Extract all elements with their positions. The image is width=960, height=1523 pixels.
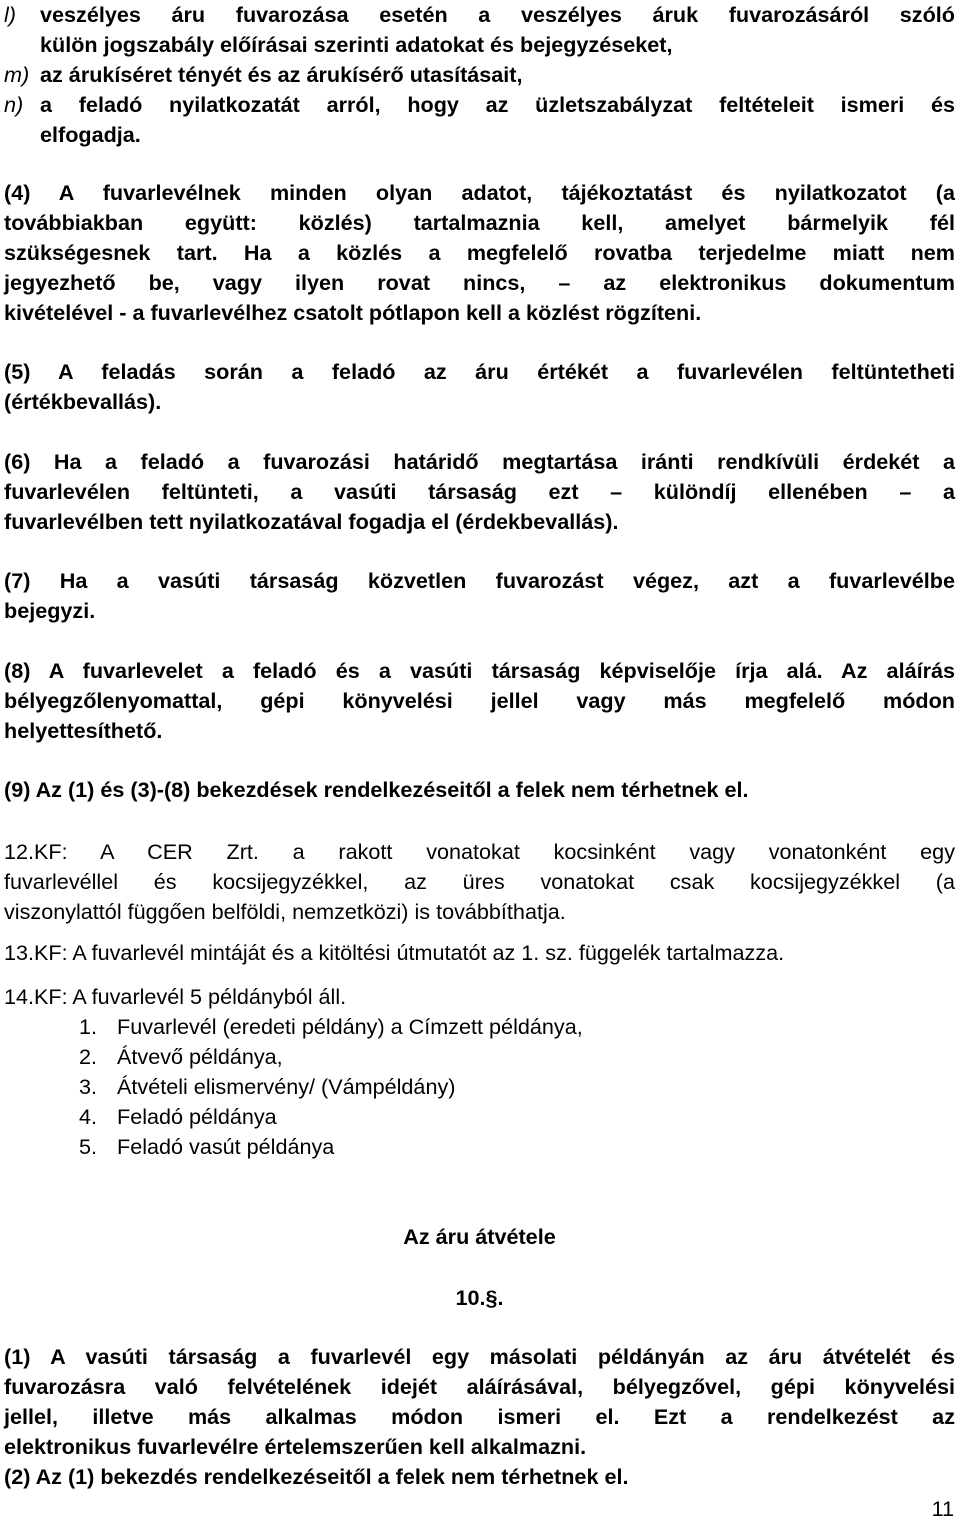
list-label: m) bbox=[4, 62, 30, 87]
list-text: veszélyes áru fuvarozása esetén a veszélyes áruk fuvarozásáról szóló bbox=[40, 2, 955, 27]
item-text: Fuvarlevél (eredeti példány) a Címzett példánya, bbox=[117, 1014, 583, 1039]
paragraph-4-line: (4) A fuvarlevélnek minden olyan adatot, tájékoztatást és nyilatkozatot (a bbox=[4, 180, 955, 205]
list-label: l) bbox=[4, 2, 16, 27]
page-number: 11 bbox=[931, 1496, 954, 1521]
section-10-p1-line: (1) A vasúti társaság a fuvarlevél egy másolati példányán az áru átvételét és bbox=[4, 1344, 955, 1369]
section-number: 10.§. bbox=[455, 1285, 504, 1310]
paragraph-8-line: (8) A fuvarlevelet a feladó és a vasúti társaság képviselője írja alá. Az aláírás bbox=[4, 658, 955, 683]
paragraph-7-line: bejegyzi. bbox=[4, 598, 96, 623]
list-item-l bbox=[4, 0, 955, 30]
paragraph-9-line: (9) Az (1) és (3)-(8) bekezdések rendelkezéseitől a felek nem térhetnek el. bbox=[4, 777, 749, 802]
kf-12-line: 12.KF: A CER Zrt. a rakott vonatokat kocsinként vagy vonatonként egy bbox=[4, 839, 955, 864]
kf-14-item bbox=[79, 1102, 955, 1132]
item-number: 4. bbox=[79, 1104, 98, 1129]
item-text: Átvételi elismervény/ (Vámpéldány) bbox=[117, 1074, 456, 1099]
kf-14-intro: 14.KF: A fuvarlevél 5 példányból áll. bbox=[4, 984, 347, 1009]
section-10-p1-line: fuvarozásra való felvételének idejét aláírásával, bélyegzővel, gépi könyvelési bbox=[4, 1374, 955, 1399]
list-item-l-cont: külön jogszabály előírásai szerinti adatokat és bejegyzéseket, bbox=[40, 32, 673, 57]
paragraph-5-line: (értékbevallás). bbox=[4, 389, 162, 414]
paragraph-4-line: továbbiakban együtt: közlés) tartalmaznia kell, amelyet bármelyik fél bbox=[4, 210, 955, 235]
item-text: Átvevő példánya, bbox=[117, 1044, 283, 1069]
section-10-p1-line: elektronikus fuvarlevélre értelemszerűen kell alkalmazni. bbox=[4, 1434, 587, 1459]
list-item-n-cont: elfogadja. bbox=[40, 122, 141, 147]
paragraph-5-line: (5) A feladás során a feladó az áru értékét a fuvarlevélen feltüntetheti bbox=[4, 359, 955, 384]
list-text: a feladó nyilatkozatát arról, hogy az üzletszabályzat feltételeit ismeri és bbox=[40, 92, 955, 117]
item-number: 3. bbox=[79, 1074, 98, 1099]
kf-14-item bbox=[79, 1012, 955, 1042]
paragraph-4-line: szükségesnek tart. Ha a közlés a megfelelő rovatba terjedelme miatt nem bbox=[4, 240, 955, 265]
paragraph-8-line: helyettesíthető. bbox=[4, 718, 163, 743]
paragraph-6-line: (6) Ha a feladó a fuvarozási határidő megtartása iránti rendkívüli érdekét a bbox=[4, 449, 955, 474]
section-title: Az áru átvétele bbox=[403, 1224, 556, 1249]
paragraph-4-line: jegyezhető be, vagy ilyen rovat nincs, – az elektronikus dokumentum bbox=[4, 270, 955, 295]
item-text: Feladó példánya bbox=[117, 1104, 277, 1129]
list-item-m bbox=[4, 60, 955, 90]
list-label: n) bbox=[4, 92, 24, 117]
paragraph-4-line: kivételével - a fuvarlevélhez csatolt pótlapon kell a közlést rögzíteni. bbox=[4, 300, 702, 325]
section-10-p2-line: (2) Az (1) bekezdés rendelkezéseitől a felek nem térhetnek el. bbox=[4, 1464, 629, 1489]
item-number: 5. bbox=[79, 1134, 98, 1159]
section-10-p1-line: jellel, illetve más alkalmas módon ismeri el. Ezt a rendelkezést az bbox=[4, 1404, 955, 1429]
kf-14-item bbox=[79, 1072, 955, 1102]
item-number: 1. bbox=[79, 1014, 98, 1039]
kf-13-line: 13.KF: A fuvarlevél mintáját és a kitöltési útmutatót az 1. sz. függelék tartalmazza. bbox=[4, 940, 785, 965]
paragraph-8-line: bélyegzőlenyomattal, gépi könyvelési jellel vagy más megfelelő módon bbox=[4, 688, 955, 713]
kf-12-line: viszonylattól függően belföldi, nemzetközi) is továbbíthatja. bbox=[4, 899, 566, 924]
paragraph-6-line: fuvarlevélben tett nyilatkozatával fogadja el (érdekbevallás). bbox=[4, 509, 619, 534]
item-number: 2. bbox=[79, 1044, 98, 1069]
paragraph-7-line: (7) Ha a vasúti társaság közvetlen fuvarozást végez, azt a fuvarlevélbe bbox=[4, 568, 955, 593]
kf-14-item bbox=[79, 1132, 955, 1162]
item-text: Feladó vasút példánya bbox=[117, 1134, 335, 1159]
list-text: az árukíséret tényét és az árukísérő utasításait, bbox=[40, 62, 523, 87]
paragraph-6-line: fuvarlevélen feltünteti, a vasúti társaság ezt – különdíj ellenében – a bbox=[4, 479, 955, 504]
list-item-n bbox=[4, 90, 955, 120]
kf-14-item bbox=[79, 1042, 955, 1072]
kf-12-line: fuvarlevéllel és kocsijegyzékkel, az üres vonatokat csak kocsijegyzékkel (a bbox=[4, 869, 955, 894]
